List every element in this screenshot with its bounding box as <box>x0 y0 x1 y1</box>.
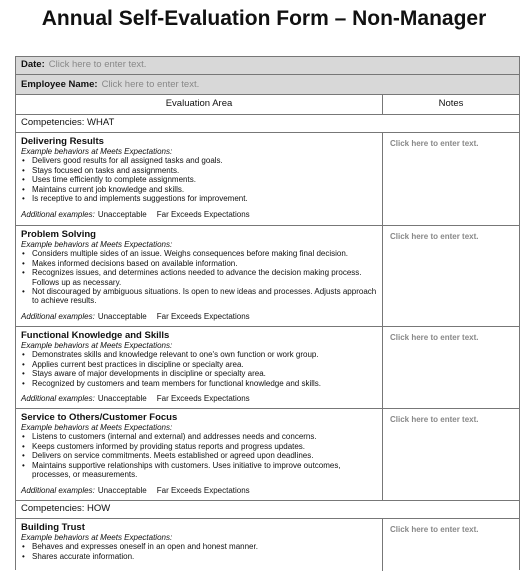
notes-header: Notes <box>438 98 464 109</box>
evaluation-table <box>15 56 520 570</box>
section-delivering-results <box>16 133 519 226</box>
list-item: • Maintains current job knowledge and skills. <box>21 185 378 194</box>
list-item: • Uses time efficiently to complete assignments. <box>21 175 378 184</box>
section-problem-solving <box>16 226 519 327</box>
unacceptable-label: Unacceptable <box>97 486 147 495</box>
date-row <box>16 57 519 75</box>
list-item: • Keeps customers informed by providing status reports and progress updates. <box>21 442 378 451</box>
employee-name-label: Employee Name: <box>21 79 98 90</box>
date-input[interactable]: Click here to enter text. <box>48 59 147 70</box>
competencies-how-label: Competencies: HOW <box>21 503 111 514</box>
evaluation-area-header: Evaluation Area <box>165 98 233 109</box>
additional-examples <box>21 394 250 403</box>
notes-input[interactable]: Click here to enter text. <box>390 525 479 534</box>
exceeds-label: Far Exceeds Expectations <box>156 210 250 219</box>
section-title: Delivering Results <box>21 136 104 147</box>
section-title: Service to Others/Customer Focus <box>21 412 178 423</box>
competencies-what-label: Competencies: WHAT <box>21 117 115 128</box>
section-functional-knowledge <box>16 327 519 409</box>
column-header-row <box>16 95 519 115</box>
date-label: Date: <box>21 59 45 70</box>
competencies-what-row <box>16 115 519 133</box>
example-label: Example behaviors at Meets Expectations: <box>21 240 173 249</box>
list-item: • Not discouraged by ambiguous situations. Is open to new ideas and processes. Adjusts approach to achieve results. <box>21 287 378 306</box>
list-item: • Delivers good results for all assigned tasks and goals. <box>21 156 378 165</box>
notes-input[interactable]: Click here to enter text. <box>390 139 479 148</box>
section-title: Building Trust <box>21 522 85 533</box>
section-service-to-others <box>16 409 519 501</box>
column-divider <box>382 95 383 115</box>
column-divider <box>382 519 383 571</box>
example-label: Example behaviors at Meets Expectations: <box>21 423 173 432</box>
notes-input[interactable]: Click here to enter text. <box>390 232 479 241</box>
section-building-trust <box>16 519 519 571</box>
list-item: • Shares accurate information. <box>21 552 378 561</box>
column-divider <box>382 133 383 501</box>
list-item: • Makes informed decisions based on available information. <box>21 259 378 268</box>
unacceptable-label: Unacceptable <box>97 394 147 403</box>
additional-label: Additional examples: <box>21 312 95 321</box>
notes-input[interactable]: Click here to enter text. <box>390 333 479 342</box>
list-item: • Demonstrates skills and knowledge relevant to one's own function or work group. <box>21 350 378 359</box>
notes-input[interactable]: Click here to enter text. <box>390 415 479 424</box>
list-item: • Is receptive to and implements suggestions for improvement. <box>21 194 378 203</box>
list-item: • Applies current best practices in discipline or specialty area. <box>21 360 378 369</box>
additional-label: Additional examples: <box>21 486 95 495</box>
example-label: Example behaviors at Meets Expectations: <box>21 341 173 350</box>
section-title: Functional Knowledge and Skills <box>21 330 170 341</box>
list-item: • Listens to customers (internal and external) and addresses needs and concerns. <box>21 432 378 441</box>
unacceptable-label: Unacceptable <box>97 312 147 321</box>
list-item: • Considers multiple sides of an issue. Weighs consequences before making final decision. <box>21 249 378 258</box>
list-item: • Stays focused on tasks and assignments. <box>21 166 378 175</box>
additional-examples <box>21 210 250 219</box>
list-item: • Delivers on service commitments. Meets established or agreed upon deadlines. <box>21 451 378 460</box>
employee-name-input[interactable]: Click here to enter text. <box>101 79 200 90</box>
unacceptable-label: Unacceptable <box>97 210 147 219</box>
additional-examples <box>21 312 250 321</box>
form-title: Annual Self-Evaluation Form – Non-Manager <box>41 7 487 30</box>
list-item: • Recognized by customers and team members for functional knowledge and skills. <box>21 379 378 388</box>
example-label: Example behaviors at Meets Expectations: <box>21 147 173 156</box>
additional-examples <box>21 486 250 495</box>
list-item: • Recognizes issues, and determines actions needed to advance the decision making process. Follows up as necessary. <box>21 268 378 287</box>
example-label: Example behaviors at Meets Expectations: <box>21 533 173 542</box>
list-item: • Stays aware of major developments in discipline or specialty area. <box>21 369 378 378</box>
list-item: • Maintains supportive relationships with customers. Uses initiative to improve outcomes, processes, or measurements. <box>21 461 378 480</box>
exceeds-label: Far Exceeds Expectations <box>156 394 250 403</box>
section-title: Problem Solving <box>21 229 96 240</box>
additional-label: Additional examples: <box>21 210 95 219</box>
exceeds-label: Far Exceeds Expectations <box>156 486 250 495</box>
list-item: • Behaves and expresses oneself in an open and honest manner. <box>21 542 378 551</box>
additional-label: Additional examples: <box>21 394 95 403</box>
exceeds-label: Far Exceeds Expectations <box>156 312 250 321</box>
employee-row <box>16 75 519 95</box>
competencies-how-row <box>16 501 519 519</box>
